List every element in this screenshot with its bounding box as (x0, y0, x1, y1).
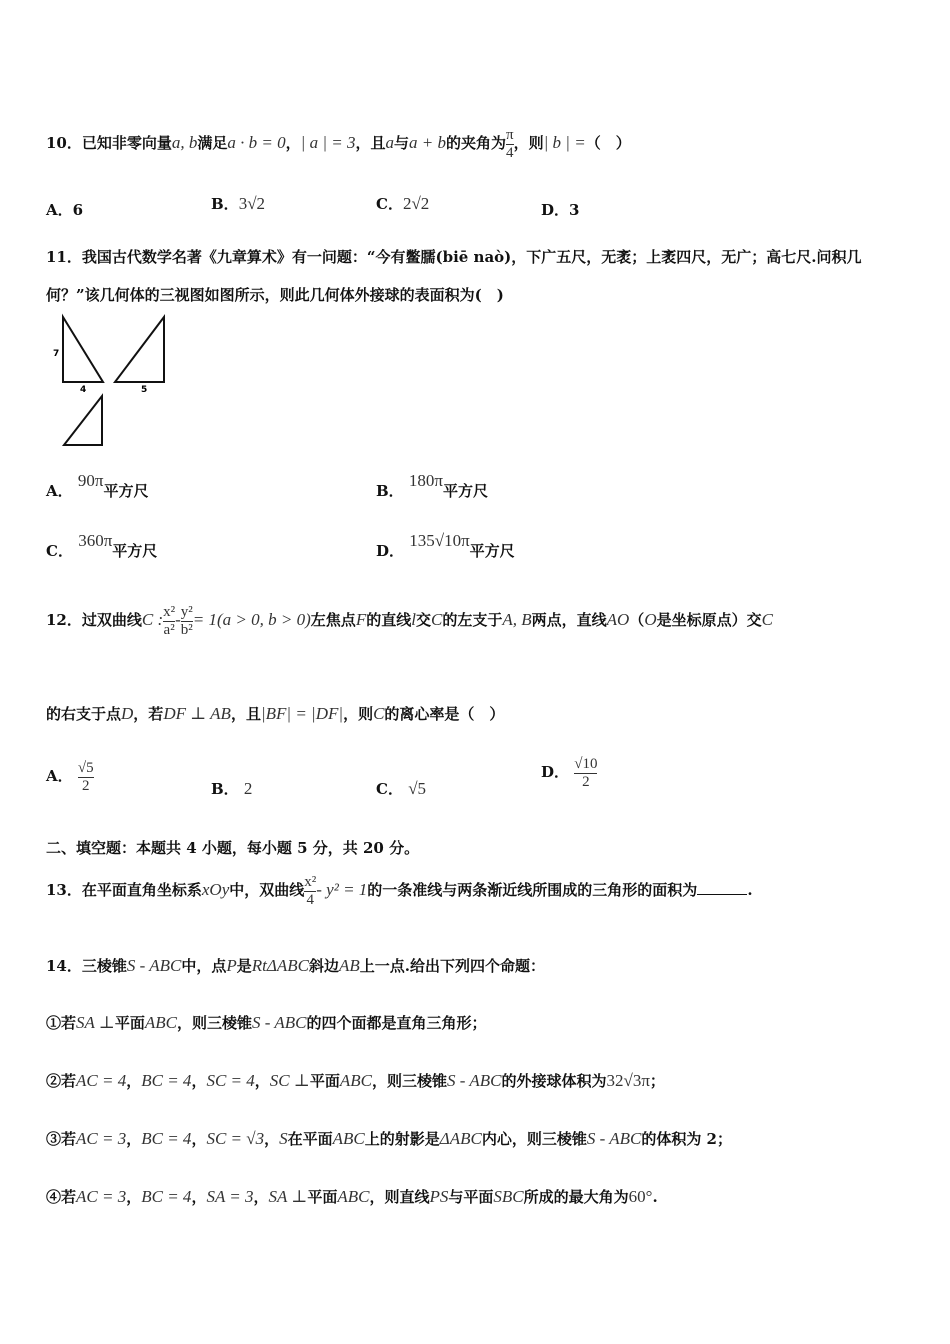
side-view-triangle (115, 317, 164, 382)
q12-option-d: D． $\frac{√10}{2}$ (541, 756, 598, 790)
q10-option-c: C．2√2 (376, 194, 430, 213)
top-view-triangle (64, 396, 102, 445)
q11-option-c: C． 360π平方尺 (46, 531, 158, 560)
dim-label-7: 7 (53, 349, 60, 359)
q10-stem: 10．已知非零向量a, b满足a · b = 0，| a | = 3，且a与a + b的夹角为 $\frac{\pi}{4}$ ，则| b | =（ ） (46, 127, 631, 161)
three-view-figure (50, 312, 180, 452)
section-heading: 二、填空题：本题共 4 小题，每小题 5 分，共 20 分。 (46, 839, 420, 857)
q12-line1: 12．过双曲线C : $\frac{\text{x²}}{\text{a²}}$ - $\frac{\text{y²}}{\text{b²}}$ = 1(a > 0, b > 0)左焦点F的直线l交C的左支于A, B两点，直线AO（O是坐标原点）交C (46, 604, 773, 638)
q12-option-c: C． √5 (376, 779, 427, 798)
q11-option-d: D． 135√10π平方尺 (376, 531, 515, 560)
q14-proposition-2: ②若AC = 4，BC = 4，SC = 4，SC ⊥平面ABC，则三棱锥S - ABC的外接球体积为32√3π； (46, 1071, 665, 1090)
q14-stem: 14．三棱锥S - ABC中，点P是RtΔABC斜边AB上一点.给出下列四个命题： (46, 956, 545, 975)
answer-blank[interactable] (697, 894, 747, 895)
q11-line2: 何？”该几何体的三视图如图所示，则此几何体外接球的表面积为( ) (46, 286, 504, 304)
q10-option-d: D．3 (541, 201, 580, 219)
q11-line1: 11．我国古代数学名著《九章算术》有一问题：“今有鳖臑(biē naò)，下广五尺，无袤；上袤四尺，无广；高七尺.问积几 (46, 248, 862, 266)
front-view-triangle (63, 317, 103, 382)
q12-line2: 的右支于点D，若DF ⊥ AB，且|BF| = |DF|，则C的离心率是（ ） (46, 704, 505, 723)
q14-proposition-1: ①若SA ⊥平面ABC，则三棱锥S - ABC的四个面都是直角三角形； (46, 1013, 487, 1032)
q14-proposition-3: ③若AC = 3，BC = 4，SC = √3，S在平面ABC上的射影是ΔABC内心，则三棱锥S - ABC的体积为 2； (46, 1129, 732, 1148)
dim-label-4: 4 (80, 385, 87, 395)
q11-option-a: A． 90π平方尺 (46, 471, 149, 500)
q10-option-a: A．6 (46, 201, 84, 219)
q11-option-b: B． 180π平方尺 (376, 471, 489, 500)
q12-option-a: A． $\frac{√5}{2}$ (46, 760, 94, 794)
q12-option-b: B． 2 (211, 779, 253, 798)
q14-proposition-4: ④若AC = 3，BC = 4，SA = 3，SA ⊥平面ABC，则直线PS与平面SBC所成的最大角为60°. (46, 1187, 658, 1206)
q13-stem: 13．在平面直角坐标系xOy中，双曲线 $\frac{\text{x²}}{4}$ - y² = 1的一条准线与两条渐近线所围成的三角形的面积为 . (46, 874, 753, 908)
angle-fraction: $\frac{\pi}{4}$ (506, 127, 514, 161)
q10-option-b: B．3√2 (211, 194, 266, 213)
dim-label-5: 5 (141, 385, 148, 395)
